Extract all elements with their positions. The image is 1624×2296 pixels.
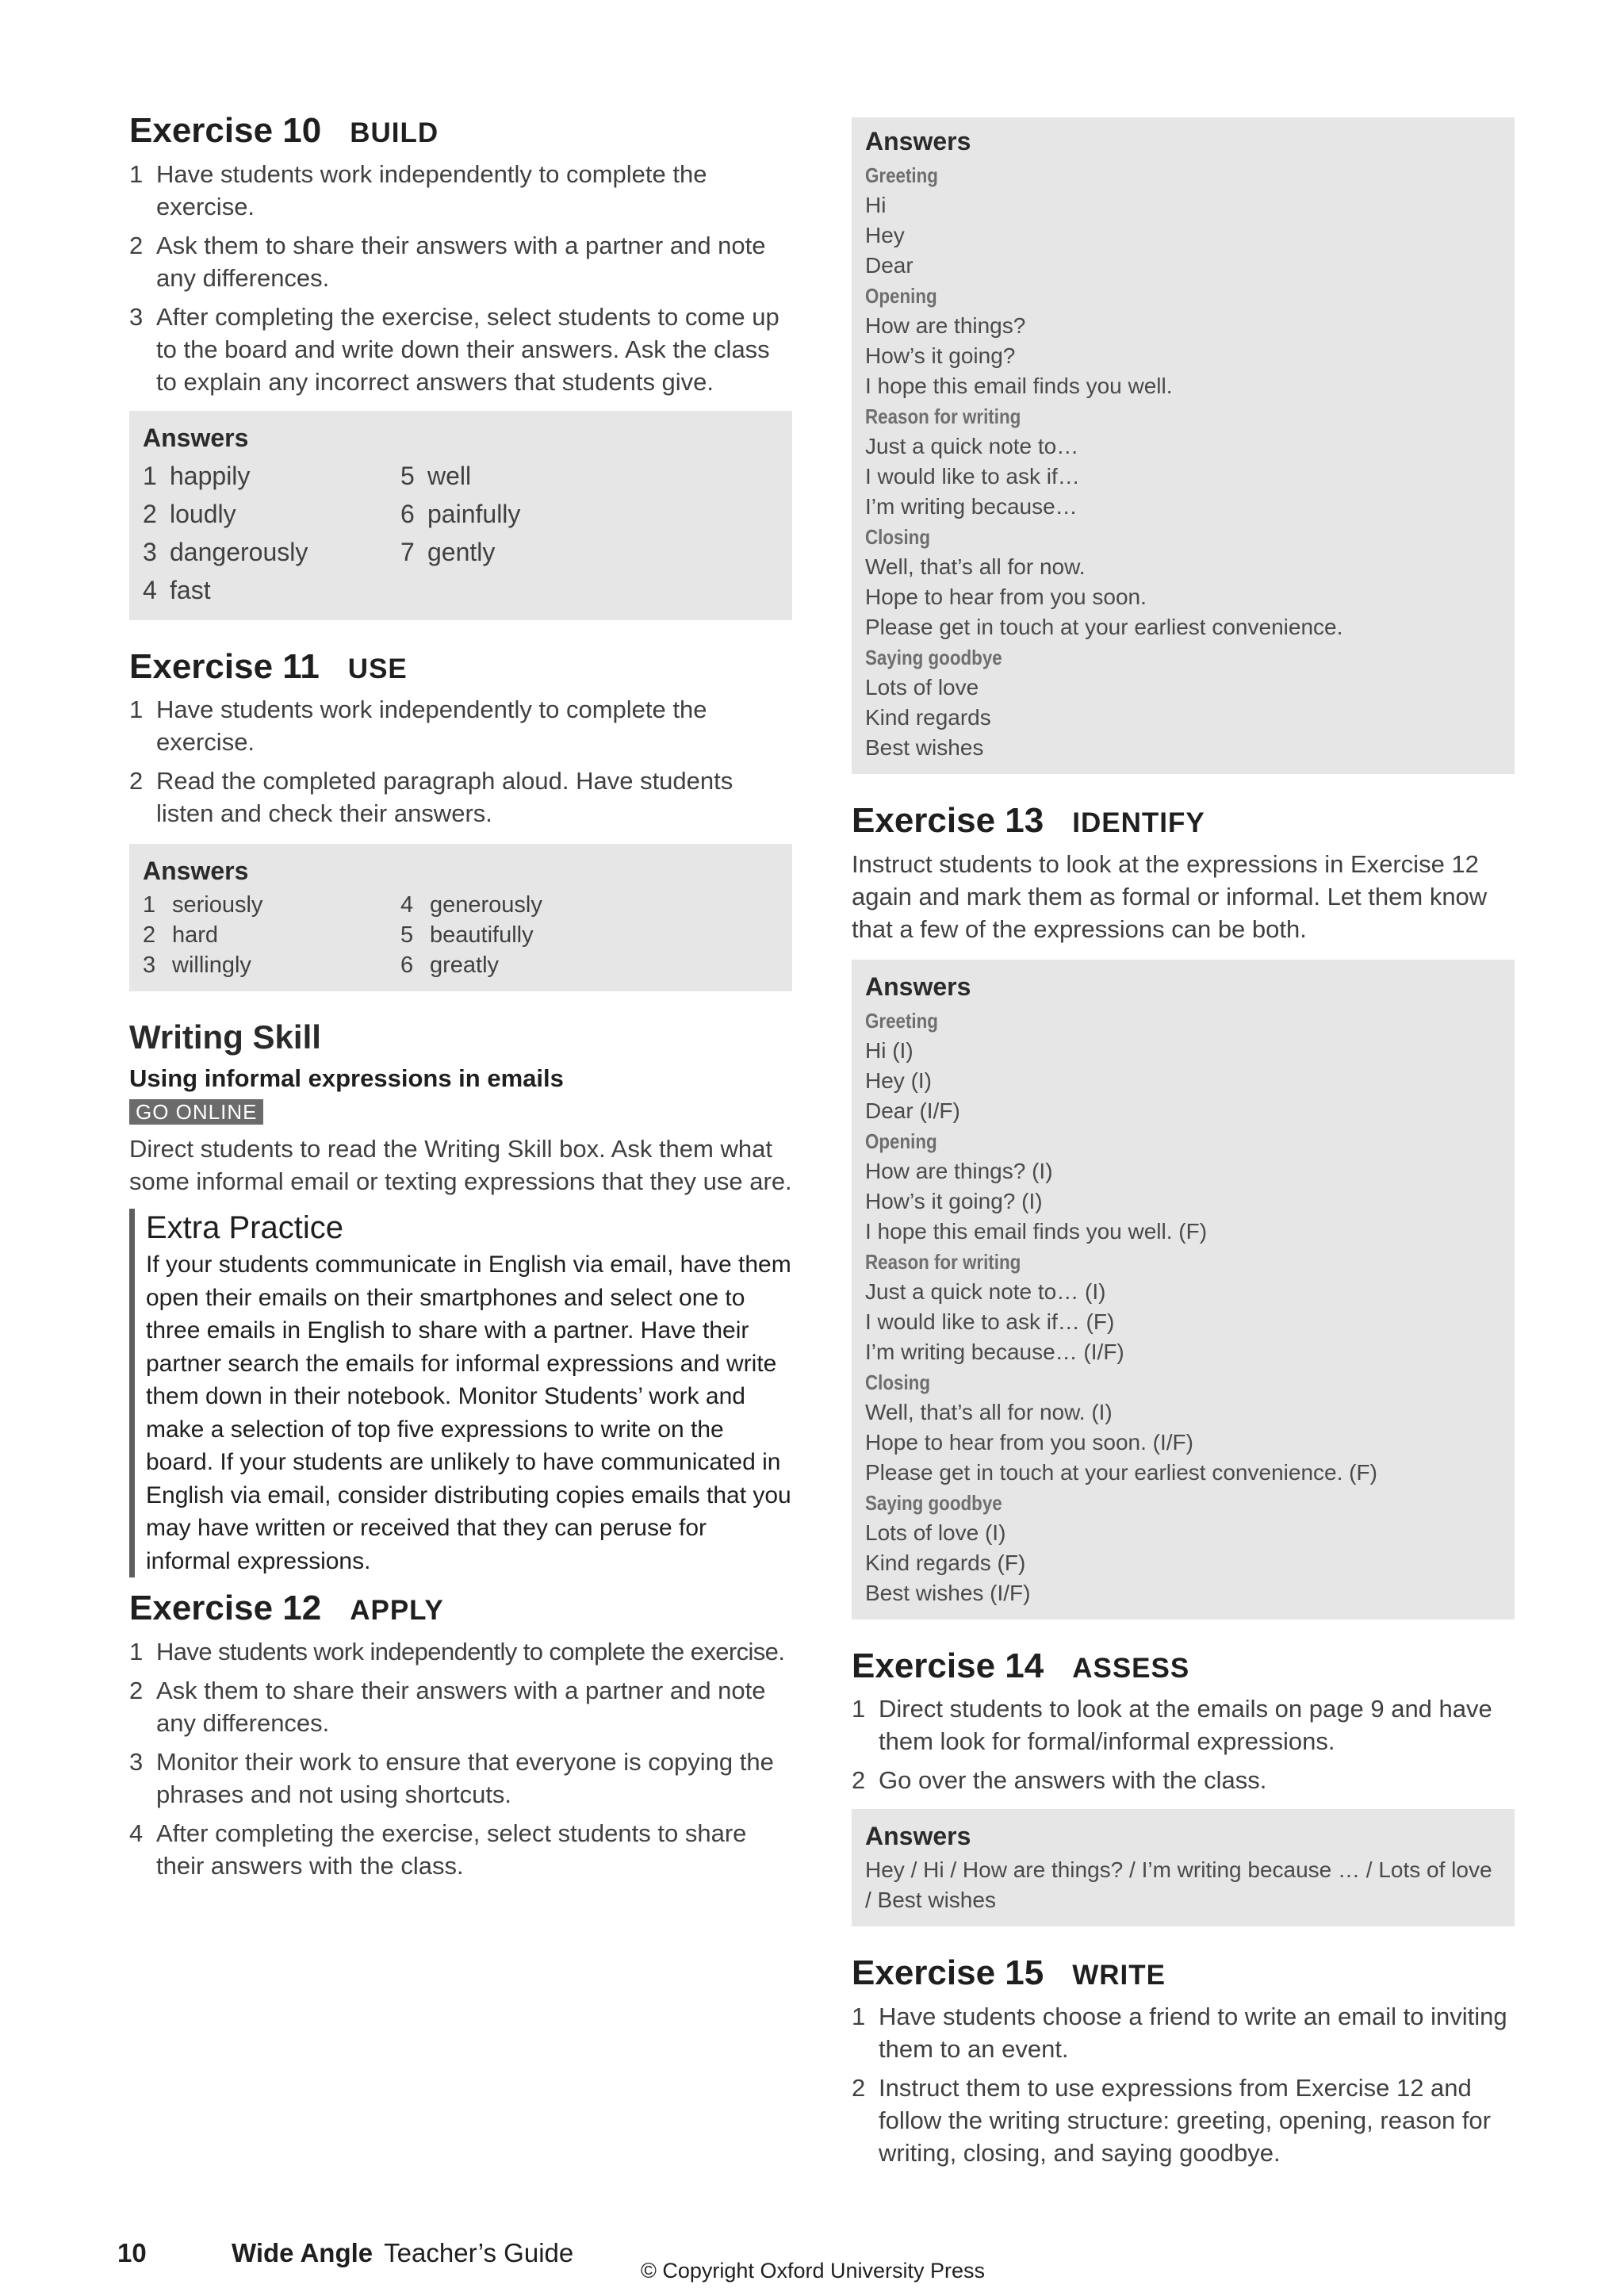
answer-line: How are things? xyxy=(865,313,1026,338)
step-item: 2 Read the completed paragraph aloud. Have students listen and check their answers. xyxy=(129,767,733,828)
answer-text: Hey / Hi / How are things? / I’m writing because … / Lots of love / Best wishes xyxy=(865,1857,1492,1913)
answer-line: Just a quick note to… (I) xyxy=(865,1278,1106,1304)
exercise-10-heading xyxy=(129,111,792,151)
answer-line: Dear (I/F) xyxy=(865,1098,960,1123)
answer-item: 3 willingly xyxy=(143,953,251,979)
copyright: © Copyright Oxford University Press xyxy=(641,2259,986,2283)
answer-item: 2 loudly xyxy=(143,499,236,528)
answer-category: Opening xyxy=(865,284,937,308)
answer-category: Closing xyxy=(865,525,930,549)
answer-line: I’m writing because… (I/F) xyxy=(865,1339,1124,1364)
answer-item: 6 painfully xyxy=(400,499,521,528)
exercise-13-heading xyxy=(852,801,1515,841)
answers-label: Answers xyxy=(865,127,971,155)
answer-line: Hope to hear from you soon. (I/F) xyxy=(865,1429,1193,1455)
answer-line: How’s it going? (I) xyxy=(865,1188,1043,1213)
answers-label: Answers xyxy=(865,972,971,1001)
exercise-12-steps xyxy=(129,1635,792,1882)
answer-line: Well, that’s all for now. xyxy=(865,554,1086,579)
answer-item: 3 dangerously xyxy=(143,537,308,566)
step-item: 3 After completing the exercise, select students to come up to the board and write down their answers. Ask the class to explain any incorrect answers that students give. xyxy=(129,302,779,396)
answer-item: 5 beautifully xyxy=(400,922,534,949)
answers-list xyxy=(865,160,1501,763)
answer-line: Kind regards xyxy=(865,705,991,730)
exercise-10-answers xyxy=(129,411,792,620)
answer-line: Lots of love xyxy=(865,675,979,700)
exercise-15-tag: WRITE xyxy=(1072,1960,1166,1991)
answer-line: Lots of love (I) xyxy=(865,1520,1006,1545)
answer-line: I hope this email finds you well. (F) xyxy=(865,1218,1208,1244)
exercise-10-tag: BUILD xyxy=(350,117,439,148)
answer-line: I would like to ask if… (F) xyxy=(865,1309,1115,1334)
exercise-12-title: Exercise 12 xyxy=(129,1589,322,1628)
go-online-badge[interactable]: GO ONLINE xyxy=(129,1099,263,1125)
answer-line: Dear xyxy=(865,253,914,278)
answer-category: Saying goodbye xyxy=(865,1490,1002,1515)
extra-practice-box xyxy=(129,1209,792,1577)
step-item: 1 Have students work independently to complete the exercise. xyxy=(129,1637,785,1665)
exercise-15-heading xyxy=(852,1953,1515,1994)
answer-item: 1 happily xyxy=(143,461,251,490)
answers-grid xyxy=(143,890,779,980)
exercise-14-title: Exercise 14 xyxy=(852,1646,1044,1685)
step-item: 2 Ask them to share their answers with a partner and note any differences. xyxy=(129,231,766,292)
exercise-15-steps xyxy=(852,2000,1515,2169)
answer-line: Best wishes (I/F) xyxy=(865,1580,1031,1605)
exercise-10-steps xyxy=(129,158,792,398)
step-item: 1 Direct students to look at the emails on page 9 and have them look for formal/informal expressions. xyxy=(852,1695,1492,1756)
answer-line: Best wishes xyxy=(865,735,984,760)
answer-line: Hi (I) xyxy=(865,1037,914,1063)
exercise-13-answers xyxy=(852,960,1515,1619)
exercise-12-answers xyxy=(852,117,1515,774)
writing-skill-text: Direct students to read the Writing Skill box. Ask them what some informal email or texting expressions that they use are. xyxy=(129,1135,792,1196)
writing-skill-subtitle: Using informal expressions in emails xyxy=(129,1064,564,1093)
answer-item: 7 gently xyxy=(400,537,496,566)
exercise-14-answers xyxy=(852,1809,1515,1926)
answer-category: Greeting xyxy=(865,163,938,187)
answer-item: 2 hard xyxy=(143,922,219,949)
answers-label: Answers xyxy=(143,423,249,452)
page-number: 10 xyxy=(117,2238,147,2267)
step-item: 1 Have students work independently to complete the exercise. xyxy=(129,696,707,757)
answer-item: 4 generously xyxy=(400,892,542,918)
writing-skill-title: Writing Skill xyxy=(129,1018,321,1056)
exercise-11-steps xyxy=(129,693,792,830)
answer-line: Hey xyxy=(865,223,905,247)
exercise-14-steps xyxy=(852,1692,1515,1796)
answer-line: Please get in touch at your earliest convenience. (F) xyxy=(865,1459,1377,1485)
left-column xyxy=(129,111,792,1888)
exercise-12-tag: APPLY xyxy=(350,1595,444,1627)
answer-line: Please get in touch at your earliest convenience. xyxy=(865,615,1343,639)
exercise-13-tag: IDENTIFY xyxy=(1072,807,1205,838)
exercise-14-heading xyxy=(852,1646,1515,1687)
exercise-13-text: Instruct students to look at the expressions in Exercise 12 again and mark them as formal or informal. Let them know that a few of the expressions can be both. xyxy=(852,849,1488,943)
answer-line: I hope this email finds you well. xyxy=(865,374,1173,398)
step-item: 2 Go over the answers with the class. xyxy=(852,1766,1267,1795)
answers-label: Answers xyxy=(143,857,249,886)
answer-line: Hope to hear from you soon. xyxy=(865,585,1147,609)
exercise-10-title: Exercise 10 xyxy=(129,111,322,150)
step-item: 4 After completing the exercise, select students to share their answers with the class. xyxy=(129,1819,747,1880)
answer-category: Reason for writing xyxy=(865,1249,1021,1274)
step-item: 1 Have students work independently to complete the exercise. xyxy=(129,159,707,220)
answer-line: Kind regards (F) xyxy=(865,1550,1026,1575)
exercise-11-answers xyxy=(129,844,792,991)
answers-list xyxy=(865,1006,1501,1608)
answer-line: I’m writing because… xyxy=(865,494,1078,519)
answer-item: 6 greatly xyxy=(400,953,500,979)
exercise-11-title: Exercise 11 xyxy=(129,646,320,686)
answer-item: 5 well xyxy=(400,461,472,490)
answer-line: Well, that’s all for now. (I) xyxy=(865,1399,1113,1424)
answer-category: Opening xyxy=(865,1129,937,1153)
exercise-14-tag: ASSESS xyxy=(1072,1652,1190,1684)
answer-item: 4 fast xyxy=(143,575,211,604)
answer-category: Saying goodbye xyxy=(865,646,1002,669)
exercise-11-heading xyxy=(129,647,792,688)
answer-category: Closing xyxy=(865,1370,930,1394)
answer-line: I would like to ask if… xyxy=(865,464,1080,489)
step-item: 1 Have students choose a friend to write an email to inviting them to an event. xyxy=(852,2002,1507,2063)
exercise-12-heading xyxy=(129,1589,792,1629)
answer-line: How are things? (I) xyxy=(865,1158,1053,1183)
right-column xyxy=(852,117,1515,2175)
exercise-11-tag: USE xyxy=(347,653,408,684)
answer-category: Reason for writing xyxy=(865,404,1021,428)
answer-category: Greeting xyxy=(865,1008,938,1033)
answers-grid xyxy=(143,457,779,609)
extra-practice-title: Extra Practice xyxy=(146,1210,343,1246)
exercise-13-title: Exercise 13 xyxy=(852,801,1044,840)
answer-line: Hey (I) xyxy=(865,1068,932,1093)
answers-label: Answers xyxy=(865,1822,971,1851)
brand-name: Wide Angle xyxy=(232,2238,373,2267)
extra-practice-text: If your students communicate in English via email, have them open their emails on their smartphones and select one to three emails in English to share with a partner. Have their partner search the emails for informal expressions and write them down in their notebook. Monitor Students’ work and make a selection of top five expressions to write on the board. If your students are unlikely to have communicated in English via email, consider distributing copies emails that you may have written or received that they can peruse for informal expressions. xyxy=(146,1251,791,1574)
exercise-15-title: Exercise 15 xyxy=(852,1953,1044,1993)
answer-line: How’s it going? xyxy=(865,343,1016,368)
step-item: 2 Instruct them to use expressions from Exercise 12 and follow the writing structure: greeting, opening, reason for writing, closing, and saying goodbye. xyxy=(852,2073,1491,2167)
answer-line: Hi xyxy=(865,193,887,217)
step-item: 3 Monitor their work to ensure that everyone is copying the phrases and not using shortcuts. xyxy=(129,1747,774,1808)
step-item: 2 Ask them to share their answers with a partner and note any differences. xyxy=(129,1676,766,1737)
answer-line: Just a quick note to… xyxy=(865,434,1079,458)
footer-brand xyxy=(232,2238,573,2268)
answer-item: 1 seriously xyxy=(143,892,263,918)
guide-name: Teacher’s Guide xyxy=(384,2238,574,2267)
